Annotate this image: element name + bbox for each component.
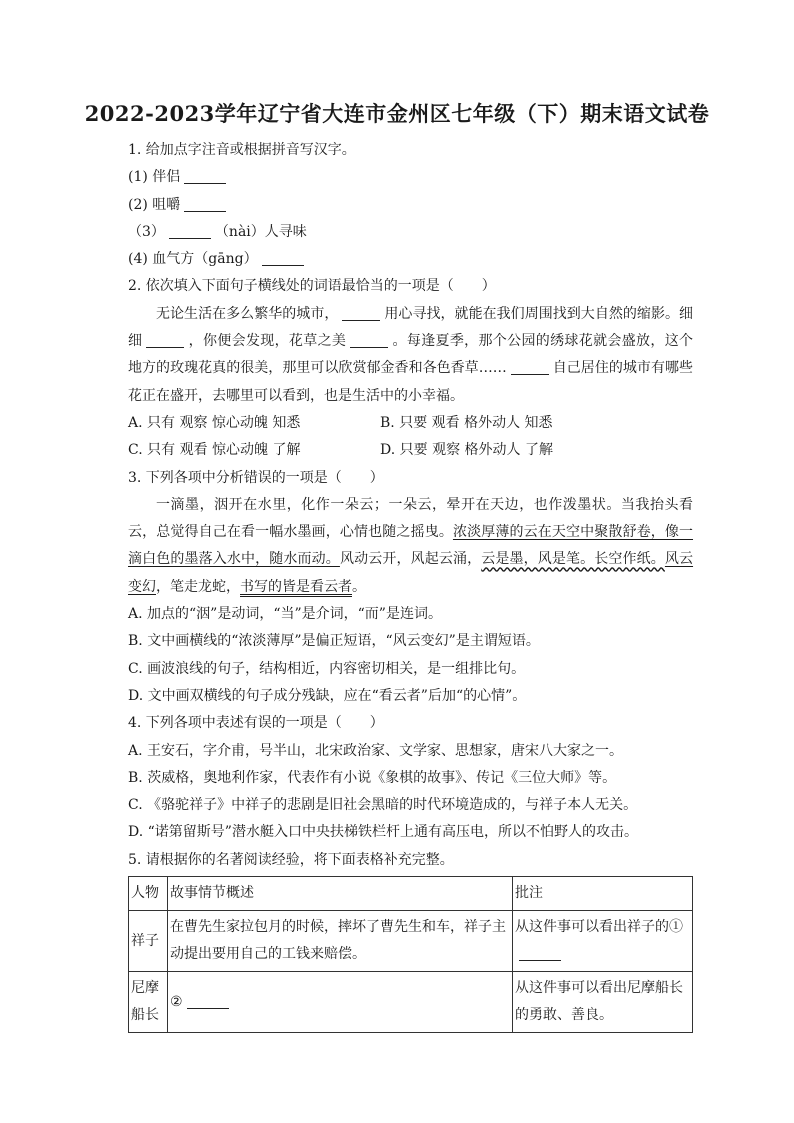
table-header: 人物 xyxy=(129,877,168,911)
q5-stem: 5. 请根据你的名著阅读经验，将下面表格补充完整。 xyxy=(128,851,454,868)
q4-option-a[interactable]: A. 王安石，字介甫，号半山，北宋政治家、文学家、思想家，唐宋八大家之一。 xyxy=(128,742,624,759)
q3-passage: 一滴墨，洇开在水里，化作一朵云；一朵云，晕开在天边，也作泼墨状。当我抬头看云，总觉得自己在看一幅水墨画，心情也随之摇曳。浓淡厚薄的云在天空中聚散舒卷，像一滴白色的墨落入水中，随水而动。风动云开，风起云涌，云是墨，风是笔。长空作纸。风云变幻，笔走龙蛇，书写的皆是看云者。 xyxy=(128,496,694,595)
q1-stem: 1. 给加点字注音或根据拼音写汉字。 xyxy=(128,142,356,158)
exam-content xyxy=(128,137,693,1033)
table-row xyxy=(129,911,693,972)
q4-option-d[interactable]: D. “诺第留斯号”潜水艇入口中央扶梯铁栏杆上通有高压电，所以不怕野人的攻击。 xyxy=(128,824,638,841)
q2-options-row-2 xyxy=(128,437,693,464)
table-header: 故事情节概述 xyxy=(168,877,513,911)
answer-blank[interactable] xyxy=(519,944,561,961)
page-title: 2022-2023学年辽宁省大连市金州区七年级（下）期末语文试卷 xyxy=(84,101,710,126)
q4-option-b[interactable]: B. 茨威格，奥地利作家，代表作有小说《象棋的故事》、传记《三位大师》等。 xyxy=(128,769,617,786)
table-cell-plot: 在曹先生家拉包月的时候，摔坏了曹先生和车，祥子主动提出要用自己的工钱来赔偿。 xyxy=(168,911,513,972)
table-header: 批注 xyxy=(513,877,693,911)
answer-blank[interactable] xyxy=(184,195,226,212)
q2-option-b[interactable]: B. 只要 观看 格外动人 知悉 xyxy=(380,414,553,431)
answer-blank[interactable] xyxy=(511,358,549,375)
q3-option-d[interactable]: D. 文中画双横线的句子成分残缺，应在“看云者”后加“的心情”。 xyxy=(128,687,527,704)
q3-stem: 3. 下列各项中分析错误的一项是（ ） xyxy=(128,469,384,486)
answer-blank[interactable] xyxy=(350,331,388,348)
answer-blank[interactable] xyxy=(187,992,229,1009)
table-cell-person: 祥子 xyxy=(129,911,168,972)
q5-table xyxy=(128,876,693,1033)
q4-option-c[interactable]: C. 《骆驼祥子》中祥子的悲剧是旧社会黑暗的时代环境造成的，与祥子本人无关。 xyxy=(128,797,638,814)
q2-options-row-1 xyxy=(128,410,693,437)
table-cell-person: 尼摩船长 xyxy=(129,972,168,1033)
answer-blank[interactable] xyxy=(169,222,211,239)
answer-blank[interactable] xyxy=(184,167,226,184)
underlined-phrase: 风云变幻 xyxy=(128,551,694,595)
answer-blank[interactable] xyxy=(342,304,380,321)
q3-option-c[interactable]: C. 画波浪线的句子，结构相近，内容密切相关，是一组排比句。 xyxy=(128,660,526,677)
q2-passage: 无论生活在多么繁华的城市， 用心寻找，就能在我们周围找到大自然的缩影。细细 ，你便会发现，花草之美 。每逢夏季，那个公园的绣球花就会盛放，这个地方的玫瑰花真的很美，那里可以欣赏郁金香和各色香草…… 自己居住的城市有哪些花正在盛开，去哪里可以看到，也是生活中的小幸福。 xyxy=(128,305,694,404)
table-header-row xyxy=(129,877,693,911)
q3-option-a[interactable]: A. 加点的“洇”是动词，“当”是介词，“而”是连词。 xyxy=(128,606,442,623)
q1-item-3: （3） （nài）人寻味 xyxy=(128,223,307,240)
q4-stem: 4. 下列各项中表述有误的一项是（ ） xyxy=(128,715,384,732)
q2-option-a[interactable]: A. 只有 观察 惊心动魄 知悉 xyxy=(128,414,301,431)
q1-item-2: (2) 咀嚼 xyxy=(128,192,693,219)
q2-stem: 2. 依次填入下面句子横线处的词语最恰当的一项是（ ） xyxy=(128,278,496,295)
wavy-underlined-sentence: 云是墨，风是笔。长空作纸。 xyxy=(481,551,665,568)
table-row xyxy=(129,972,693,1033)
q2-option-d[interactable]: D. 只要 观察 格外动人 了解 xyxy=(380,442,553,459)
table-cell-plot: ② xyxy=(168,972,513,1033)
q1-item-1: (1) 伴侣 xyxy=(128,164,693,191)
q1-item-4: (4) 血气方（gāng） xyxy=(128,246,693,273)
underlined-phrase: 浓淡厚薄的云在天空中聚散舒卷，像一滴白色的墨落入水中，随水而动。 xyxy=(128,524,694,568)
table-cell-note: 从这件事可以看出尼摩船长的勇敢、善良。 xyxy=(513,972,693,1033)
answer-blank[interactable] xyxy=(262,249,304,266)
double-underlined-sentence: 书写的皆是看云者 xyxy=(240,578,352,595)
q2-option-c[interactable]: C. 只有 观看 惊心动魄 了解 xyxy=(128,442,301,459)
answer-blank[interactable] xyxy=(146,331,184,348)
table-cell-note: 从这件事可以看出祥子的① xyxy=(513,911,693,972)
q3-option-b[interactable]: B. 文中画横线的“浓淡薄厚”是偏正短语，“风云变幻”是主谓短语。 xyxy=(128,633,540,650)
